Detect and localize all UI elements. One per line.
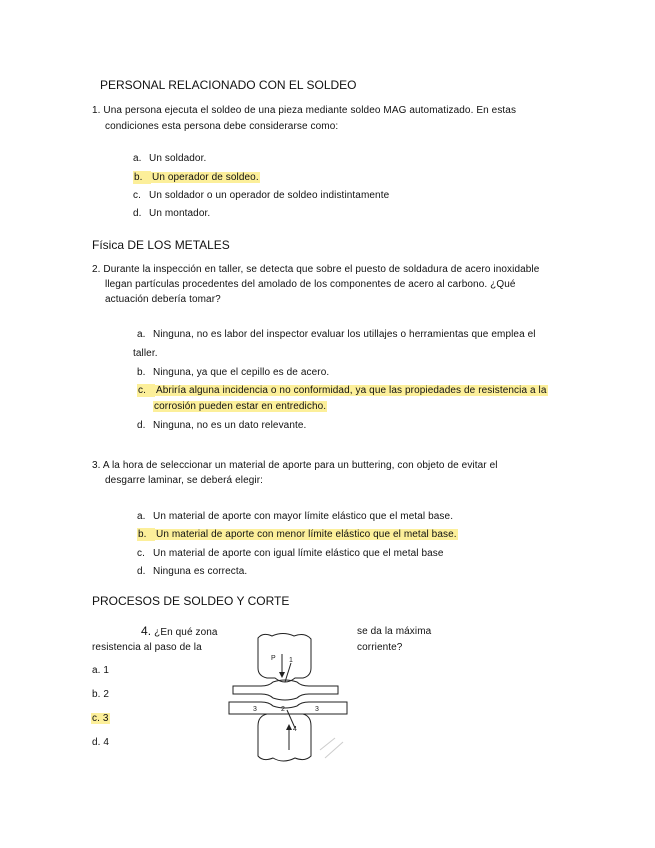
option-text: Ninguna es correcta. (153, 566, 248, 577)
option-label: d. (133, 208, 142, 219)
option-text-highlighted: c. 3 (92, 713, 109, 724)
leader-line-1 (285, 663, 291, 682)
figure-label-3-left: 3 (253, 706, 257, 713)
figure-label-3-right: 3 (315, 706, 319, 713)
arrowhead-up (286, 724, 292, 730)
option-text: Un soldador. (149, 153, 207, 164)
option-label: b. (133, 171, 151, 184)
q4-option-a[interactable]: a. 1 (92, 665, 110, 676)
question-4-right-2: corriente? (357, 642, 403, 653)
q3-option-a[interactable] (137, 510, 453, 523)
option-label: b. (137, 367, 146, 378)
question-3-line-2: desgarre laminar, se deberá elegir: (105, 475, 264, 486)
figure-label-4: 4 (293, 726, 297, 733)
arrowhead-down (279, 672, 285, 678)
question-4-number: 4. (141, 624, 152, 638)
q3-option-d[interactable] (137, 565, 247, 578)
figure-label-2: 2 (281, 706, 285, 713)
option-label: a. (137, 329, 146, 340)
question-2-line-3: actuación debería tomar? (105, 294, 221, 305)
hatch-line (320, 738, 335, 750)
question-4-right-1: se da la máxima (357, 626, 432, 637)
q1-option-a[interactable] (133, 152, 206, 165)
q2-option-b[interactable] (137, 366, 329, 379)
option-label: a. (137, 511, 146, 522)
q2-option-c[interactable] (137, 384, 548, 397)
section-heading-personal: PERSONAL RELACIONADO CON EL SOLDEO (100, 78, 357, 92)
option-label: c. (137, 384, 155, 397)
question-4-left-2: resistencia al paso de la (92, 642, 202, 653)
option-text-highlighted: corrosión pueden estar en entredicho. (154, 401, 327, 412)
upper-electrode (258, 634, 311, 683)
upper-plate (233, 680, 338, 700)
option-label: d. (137, 420, 146, 431)
option-label: a. (133, 153, 142, 164)
option-text-highlighted: Un material de aporte con menor límite elástico que el metal base. (156, 529, 457, 540)
question-1-line-2: condiciones esta persona debe considerarse como: (105, 121, 339, 132)
q2-option-a-cont: taller. (133, 348, 158, 359)
q2-option-c-cont (153, 400, 327, 413)
option-label: b. (137, 528, 155, 541)
q2-option-d[interactable] (137, 419, 306, 432)
option-text-highlighted: Un operador de soldeo. (152, 172, 259, 183)
option-text-highlighted: Abriría alguna incidencia o no conformidad, ya que las propiedades de resistencia a la (156, 385, 547, 396)
figure-label-1: 1 (289, 657, 293, 664)
figure-label-p: P (271, 655, 276, 662)
spot-welding-diagram (225, 630, 355, 770)
question-2-line-2: llegan partículas procedentes del amolado de los componentes de acero al carbono. ¿Qué (105, 279, 516, 290)
option-text: Un soldador o un operador de soldeo indistintamente (149, 190, 390, 201)
q1-option-b[interactable] (133, 171, 260, 184)
question-4-left-1 (141, 625, 218, 639)
question-2-line-1: 2. Durante la inspección en taller, se detecta que sobre el puesto de soldadura de acero inoxidable (92, 264, 540, 275)
option-text: Ninguna, ya que el cepillo es de acero. (153, 367, 330, 378)
option-text: Ninguna, no es labor del inspector evaluar los utillajes o herramientas que emplea el (153, 329, 536, 340)
option-label: d. (137, 566, 146, 577)
q4-option-b[interactable]: b. 2 (92, 689, 110, 700)
q4-option-c[interactable] (91, 712, 110, 725)
option-text: Un material de aporte con mayor límite elástico que el metal base. (153, 511, 454, 522)
option-text: Un montador. (149, 208, 211, 219)
q1-option-d[interactable] (133, 207, 210, 220)
q4-option-d[interactable]: d. 4 (92, 737, 110, 748)
q3-option-c[interactable] (137, 547, 444, 560)
option-text: Ninguna, no es un dato relevante. (153, 420, 307, 431)
question-4-text: ¿En qué zona (154, 627, 218, 638)
q1-option-c[interactable] (133, 189, 389, 202)
question-1-line-1: 1. Una persona ejecuta el soldeo de una pieza mediante soldeo MAG automatizado. En estas (92, 105, 517, 116)
lower-electrode (258, 714, 311, 761)
q3-option-b[interactable] (137, 528, 458, 541)
option-label: c. (137, 548, 145, 559)
option-text: Un material de aporte con igual límite elástico que el metal base (153, 548, 444, 559)
question-3-line-1: 3. A la hora de seleccionar un material de aporte para un buttering, con objeto de evitar el (92, 460, 498, 471)
section-heading-procesos: PROCESOS DE SOLDEO Y CORTE (92, 594, 290, 608)
option-label: c. (133, 190, 141, 201)
q2-option-a[interactable] (137, 328, 536, 341)
section-heading-fisica: Física DE LOS METALES (92, 238, 230, 252)
